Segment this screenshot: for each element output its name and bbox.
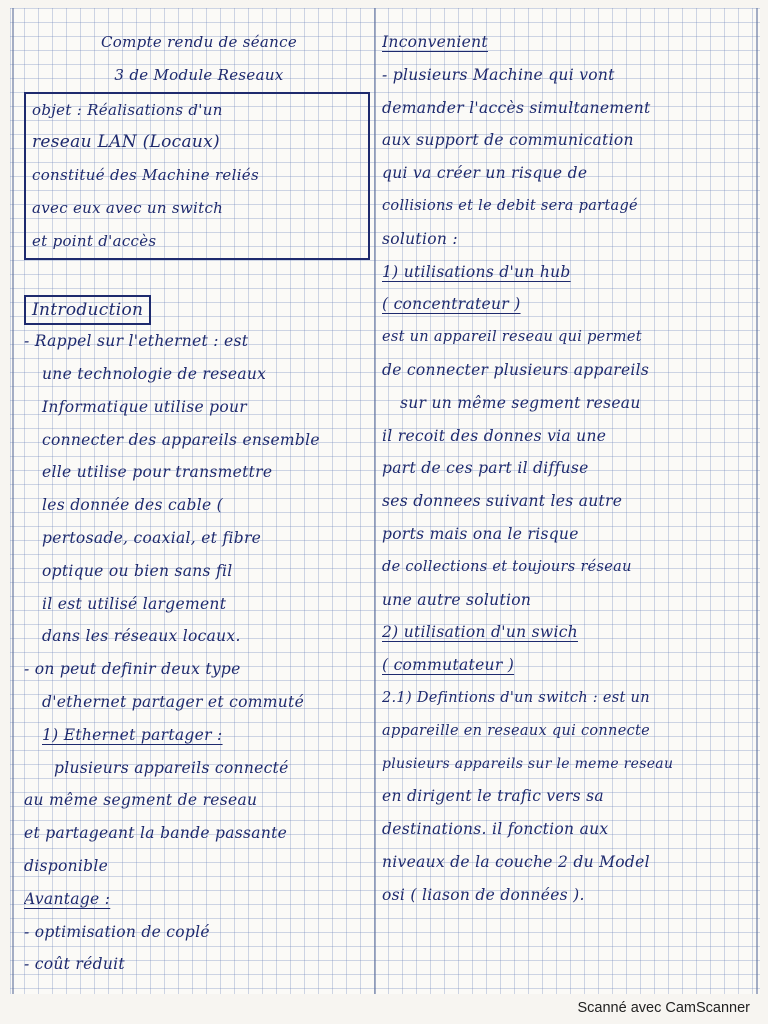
object-line: objet : Réalisations d'un <box>32 100 223 119</box>
spacer-line <box>24 260 374 293</box>
solution-1-line: une autre solution <box>382 590 532 609</box>
solution-2-sub: ( commutateur ) <box>382 656 515 675</box>
avantage-line: - optimisation de coplé <box>24 922 210 941</box>
introduction-heading-row <box>24 292 374 325</box>
intro-line: les donnée des cable ( <box>42 496 224 515</box>
solution-2-line: destinations. il fonction aux <box>382 820 609 839</box>
report-title: Compte rendu de séance <box>100 33 298 51</box>
solution-2-line: 2.1) Defintions d'un switch : est un <box>382 689 650 706</box>
inconvenient-line: qui va créer un risque de <box>382 164 588 183</box>
section-1-line: au même segment de reseau <box>24 791 258 810</box>
intro-line: connecter des appareils ensemble <box>42 430 320 449</box>
solution-2-line: en dirigent le trafic vers sa <box>382 787 604 806</box>
object-box <box>24 92 370 260</box>
right-column <box>382 26 752 912</box>
report-subtitle: 3 de Module Reseaux <box>114 65 284 84</box>
intro-line: elle utilise pour transmettre <box>42 463 273 482</box>
solution-1-line: de connecter plusieurs appareils <box>382 360 650 379</box>
right-margin-line <box>756 8 758 994</box>
solution-1-line: part de ces part il diffuse <box>382 459 589 478</box>
inconvenient-line: collisions et le debit sera partagé <box>382 197 638 214</box>
intro-line: - on peut definir deux type <box>24 660 241 679</box>
intro-line: il est utilisé largement <box>42 594 227 613</box>
intro-line: optique ou bien sans fil <box>42 561 233 580</box>
inconvenient-heading: Inconvenient <box>382 33 488 51</box>
object-line: constitué des Machine reliés <box>32 166 259 185</box>
section-1-line: et partageant la bande passante <box>24 824 288 843</box>
inconvenient-line: solution : <box>382 229 458 248</box>
inconvenient-line: - plusieurs Machine qui vont <box>382 65 615 84</box>
scanner-footer: Scanné avec CamScanner <box>577 1000 750 1016</box>
object-line: reseau LAN (Locaux) <box>32 132 220 153</box>
avantage-heading: Avantage : <box>24 889 111 908</box>
solution-2-heading: 2) utilisation d'un swich <box>382 623 578 642</box>
section-1-heading: 1) Ethernet partager : <box>42 725 223 744</box>
center-divider-line <box>374 8 376 994</box>
introduction-heading: Introduction <box>24 295 151 325</box>
solution-1-line: est un appareil reseau qui permet <box>382 329 642 346</box>
solution-1-sub: ( concentrateur ) <box>382 295 521 314</box>
intro-line: - Rappel sur l'ethernet : est <box>24 332 249 351</box>
solution-2-line: niveaux de la couche 2 du Model <box>382 852 650 871</box>
intro-line: pertosade, coaxial, et fibre <box>42 528 262 547</box>
solution-2-line: plusieurs appareils sur le meme reseau <box>382 755 674 772</box>
intro-line: Informatique utilise pour <box>42 397 247 416</box>
object-line: et point d'accès <box>32 231 157 250</box>
solution-2-line: osi ( liason de données ). <box>382 885 585 904</box>
intro-line: d'ethernet partager et commuté <box>42 692 305 711</box>
solution-1-heading: 1) utilisations d'un hub <box>382 262 571 281</box>
solution-1-line: il recoit des donnes via une <box>382 426 607 445</box>
solution-1-line: de collections et toujours réseau <box>382 558 632 575</box>
notebook-page <box>10 8 760 994</box>
object-line: avec eux avec un switch <box>32 198 224 217</box>
solution-1-line: sur un même segment reseau <box>400 393 641 412</box>
inconvenient-line: aux support de communication <box>382 131 634 150</box>
avantage-line: - coût réduit <box>24 955 125 974</box>
inconvenient-line: demander l'accès simultanement <box>382 98 651 117</box>
section-1-line: plusieurs appareils connecté <box>54 758 289 777</box>
intro-line: dans les réseaux locaux. <box>42 627 241 646</box>
left-column <box>24 26 374 981</box>
section-1-line: disponible <box>24 856 109 875</box>
intro-line: une technologie de reseaux <box>42 364 267 383</box>
left-margin-line <box>12 8 14 994</box>
solution-1-line: ses donnees suivant les autre <box>382 492 623 511</box>
solution-1-line: ports mais ona le risque <box>382 524 579 543</box>
solution-2-line: appareille en reseaux qui connecte <box>382 722 651 739</box>
